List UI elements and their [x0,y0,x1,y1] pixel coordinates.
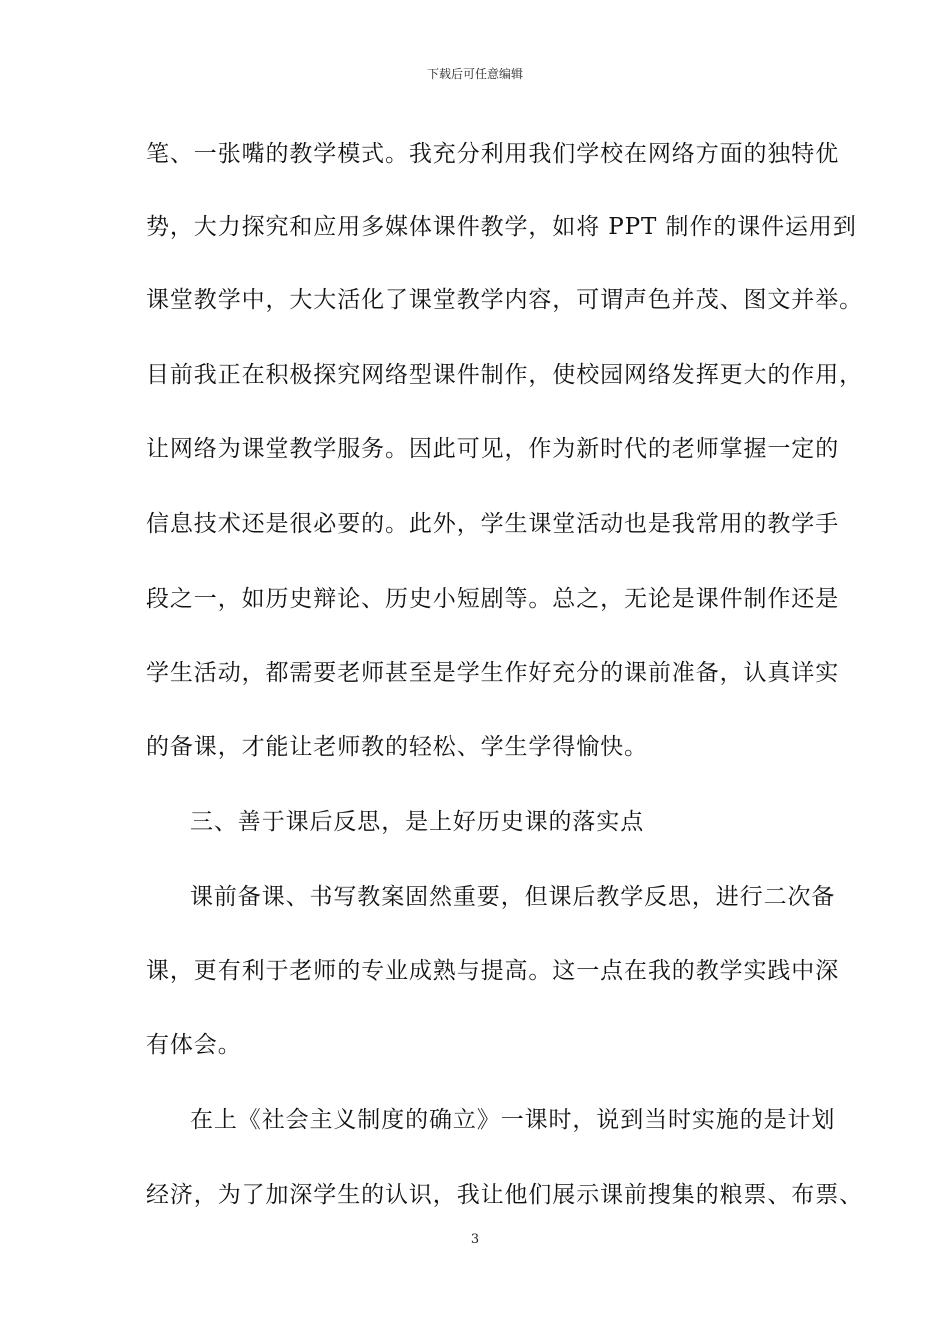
body-line: 让网络为课堂教学服务。因此可见，作为新时代的老师掌握一定的 [146,436,840,462]
body-line: 课，更有利于老师的专业成熟与提高。这一点在我的教学实践中深 [146,958,840,984]
body-line: 有体会。 [146,1032,242,1058]
paragraph-first-line: 课前备课、书写教案固然重要，但课后教学反思，进行二次备 [190,884,836,910]
body-line: 目前我正在积极探究网络型课件制作，使校园网络发挥更大的作用， [146,362,863,388]
body-line: 笔、一张嘴的教学模式。我充分利用我们学校在网络方面的独特优 [146,141,840,167]
body-line: 学生活动，都需要老师甚至是学生作好充分的课前准备，认真详实 [146,660,840,686]
page-number: 3 [470,1232,480,1247]
body-line: 段之一，如历史辩论、历史小短剧等。总之，无论是课件制作还是 [146,586,840,612]
body-line: 课堂教学中，大大活化了课堂教学内容，可谓声色并茂、图文并举。 [146,287,863,313]
body-line: 势，大力探究和应用多媒体课件教学，如将 PPT 制作的课件运用到 [146,214,857,240]
body-line: 信息技术还是很必要的。此外，学生课堂活动也是我常用的教学手 [146,511,840,537]
page-header: 下载后可任意编辑 [426,67,523,81]
section-heading: 三、善于课后反思，是上好历史课的落实点 [190,809,645,835]
paragraph-first-line: 在上《社会主义制度的确立》一课时，说到当时实施的是计划 [190,1107,836,1133]
body-line: 经济，为了加深学生的认识，我让他们展示课前搜集的粮票、布票、 [146,1182,863,1208]
body-line: 的备课，才能让老师教的轻松、学生学得愉快。 [146,734,648,760]
